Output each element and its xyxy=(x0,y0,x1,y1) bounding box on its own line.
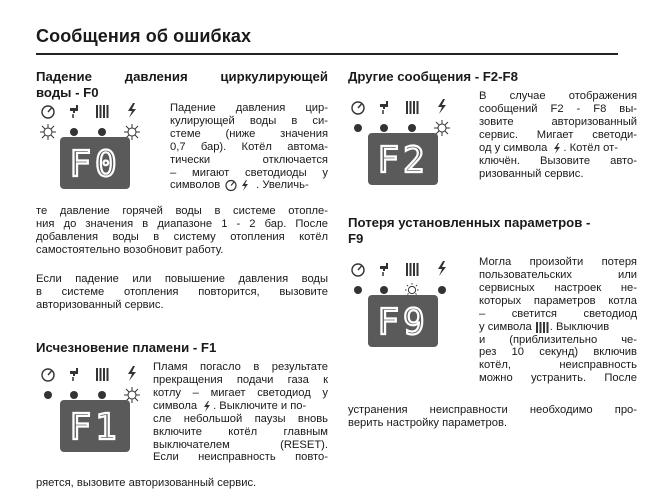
text-line: кулирующей воды в си- xyxy=(170,114,328,127)
text-line: В случае отображения xyxy=(479,90,637,102)
text-line: зовите авторизованный xyxy=(479,115,637,128)
text-line: самостоятельно возобновит работу. xyxy=(36,243,224,256)
section-title-line: Потеря установленных параметров - xyxy=(348,215,591,230)
paragraph-f0-right xyxy=(170,102,328,192)
text-line: . Выключите и по- xyxy=(213,399,307,412)
display-code: F0 xyxy=(69,144,121,185)
text-line: котлу – мигает светодиод у xyxy=(153,386,328,399)
led-off xyxy=(98,128,106,136)
led-off xyxy=(380,286,388,294)
text-line: ряется, вызовите авторизованный сервис. xyxy=(36,477,257,489)
text-line: символа xyxy=(153,399,198,412)
code-display xyxy=(368,295,438,347)
text-line: и (приблизительно че- xyxy=(479,333,637,346)
text-line: тически отключается xyxy=(170,153,328,166)
text-line: включите котёл главным xyxy=(153,425,328,438)
text-line: ключён. Вызовите авто- xyxy=(479,154,637,167)
led-off xyxy=(44,391,52,399)
text-line: ризованный сервис. xyxy=(479,167,584,180)
text-line: . Выключив xyxy=(549,320,610,333)
radiator-icon xyxy=(406,101,419,114)
text-line: можно устранить. После xyxy=(479,372,637,385)
text-line: сле небольшой паузы вновь xyxy=(153,412,328,425)
text-line: символов xyxy=(170,179,221,192)
text-line: сервисных настроек не- xyxy=(479,281,637,294)
lightning-icon xyxy=(128,103,136,118)
paragraph-f9-full xyxy=(348,404,637,430)
text-line: верить настройку параметров. xyxy=(348,416,507,429)
section-title-f2: Другие сообщения - F2-F8 xyxy=(348,69,518,84)
symbols-line xyxy=(153,400,328,413)
faucet-icon xyxy=(380,263,388,276)
text-line: авторизованный сервис. xyxy=(36,298,164,311)
boiler-panel-f9 xyxy=(346,260,456,355)
led-off xyxy=(70,128,78,136)
inline-lightning-icon xyxy=(200,400,212,413)
led-off xyxy=(354,286,362,294)
text-line: стеме (ниже значения xyxy=(170,127,328,140)
text-line: у символа xyxy=(479,320,532,333)
pressure-gauge-icon xyxy=(352,264,364,276)
text-line: Могла произойти потеря xyxy=(479,256,637,268)
paragraph-f2-right xyxy=(479,90,637,180)
paragraph-f1-full xyxy=(36,477,328,490)
inline-radiator-icon xyxy=(535,321,549,334)
text-line: добавления воды в систему отопления котёл xyxy=(36,230,328,243)
symbols-line xyxy=(479,142,637,155)
pressure-gauge-icon xyxy=(42,106,54,118)
radiator-icon xyxy=(406,263,419,276)
boiler-panel-f0 xyxy=(36,102,146,197)
led-off xyxy=(408,124,416,132)
paragraph-f1-right xyxy=(153,361,328,464)
display-code: F1 xyxy=(69,407,121,448)
paragraph-f0-extra xyxy=(36,273,328,312)
text-line: Если неисправность повто- xyxy=(153,451,328,464)
text-line: – мигают светодиоды у xyxy=(170,166,328,179)
pressure-gauge-icon xyxy=(42,369,54,381)
paragraph-f0-full xyxy=(36,205,328,257)
inline-lightning-icon xyxy=(550,142,562,155)
text-line: . Котёл от- xyxy=(563,141,618,154)
text-line: од у символа xyxy=(479,141,548,154)
lightning-icon xyxy=(128,366,136,381)
symbols-line xyxy=(479,321,637,334)
radiator-icon xyxy=(96,368,109,381)
display-code: F9 xyxy=(377,302,429,343)
radiator-icon xyxy=(96,105,109,118)
text-line: те давление горячей воды в системе отопле- xyxy=(36,205,328,217)
text-line: – светится светодиод xyxy=(479,307,637,320)
text-line: . Увеличь- xyxy=(256,179,309,192)
text-line: Если падение или повышение давления воды xyxy=(36,273,328,285)
text-line: Пламя погасло в результате xyxy=(153,361,328,373)
text-line: сообщений F2 - F8 вы- xyxy=(479,102,637,115)
text-line: котёл, неисправность xyxy=(479,359,637,372)
led-off xyxy=(438,286,446,294)
lightning-icon xyxy=(438,261,446,276)
section-title-line: F9 xyxy=(348,231,364,246)
paragraph-f9-right xyxy=(479,256,637,385)
section-title-f1: Исчезновение пламени - F1 xyxy=(36,340,217,355)
text-line: устранения неисправности необходимо про- xyxy=(348,404,637,416)
page-title: Сообщения об ошибках xyxy=(36,26,252,46)
pressure-gauge-icon xyxy=(352,102,364,114)
inline-gauge-lightning-icons xyxy=(224,179,254,192)
faucet-icon xyxy=(70,368,78,381)
faucet-icon xyxy=(70,105,78,118)
faucet-icon xyxy=(380,101,388,114)
lightning-icon xyxy=(438,99,446,114)
led-off xyxy=(380,124,388,132)
boiler-panel-f2 xyxy=(346,98,456,193)
text-line: пользовательских или xyxy=(479,268,637,281)
title-divider xyxy=(36,53,618,55)
led-off xyxy=(70,391,78,399)
code-display xyxy=(368,133,438,185)
symbols-line xyxy=(170,179,328,192)
text-line: прекращения подачи газа к xyxy=(153,373,328,386)
text-line: 0,7 бар). Котёл автома- xyxy=(170,140,328,153)
text-line: Падение давления цир- xyxy=(170,102,328,114)
section-title-line: воды - F0 xyxy=(36,85,99,100)
text-line: выключателем (RESET). xyxy=(153,438,328,451)
section-title-f9 xyxy=(348,215,636,247)
display-code: F2 xyxy=(377,140,429,181)
code-display xyxy=(60,137,130,189)
section-title-line: Падение давления циркулирующей xyxy=(36,69,328,84)
text-line: ния до значения в диапазоне 1 - 2 бар. После xyxy=(36,217,328,230)
section-title-f0 xyxy=(36,69,328,101)
led-off xyxy=(98,391,106,399)
led-blinking xyxy=(40,124,56,140)
code-display xyxy=(60,400,130,452)
boiler-panel-f1 xyxy=(36,365,146,460)
text-line: которых параметров котла xyxy=(479,294,637,307)
text-line: в системе отопления повторится, вызовите xyxy=(36,285,328,298)
text-line: сервис. Мигает светоди- xyxy=(479,128,637,141)
text-line: рез 10 секунд) включив xyxy=(479,346,637,359)
led-off xyxy=(354,124,362,132)
